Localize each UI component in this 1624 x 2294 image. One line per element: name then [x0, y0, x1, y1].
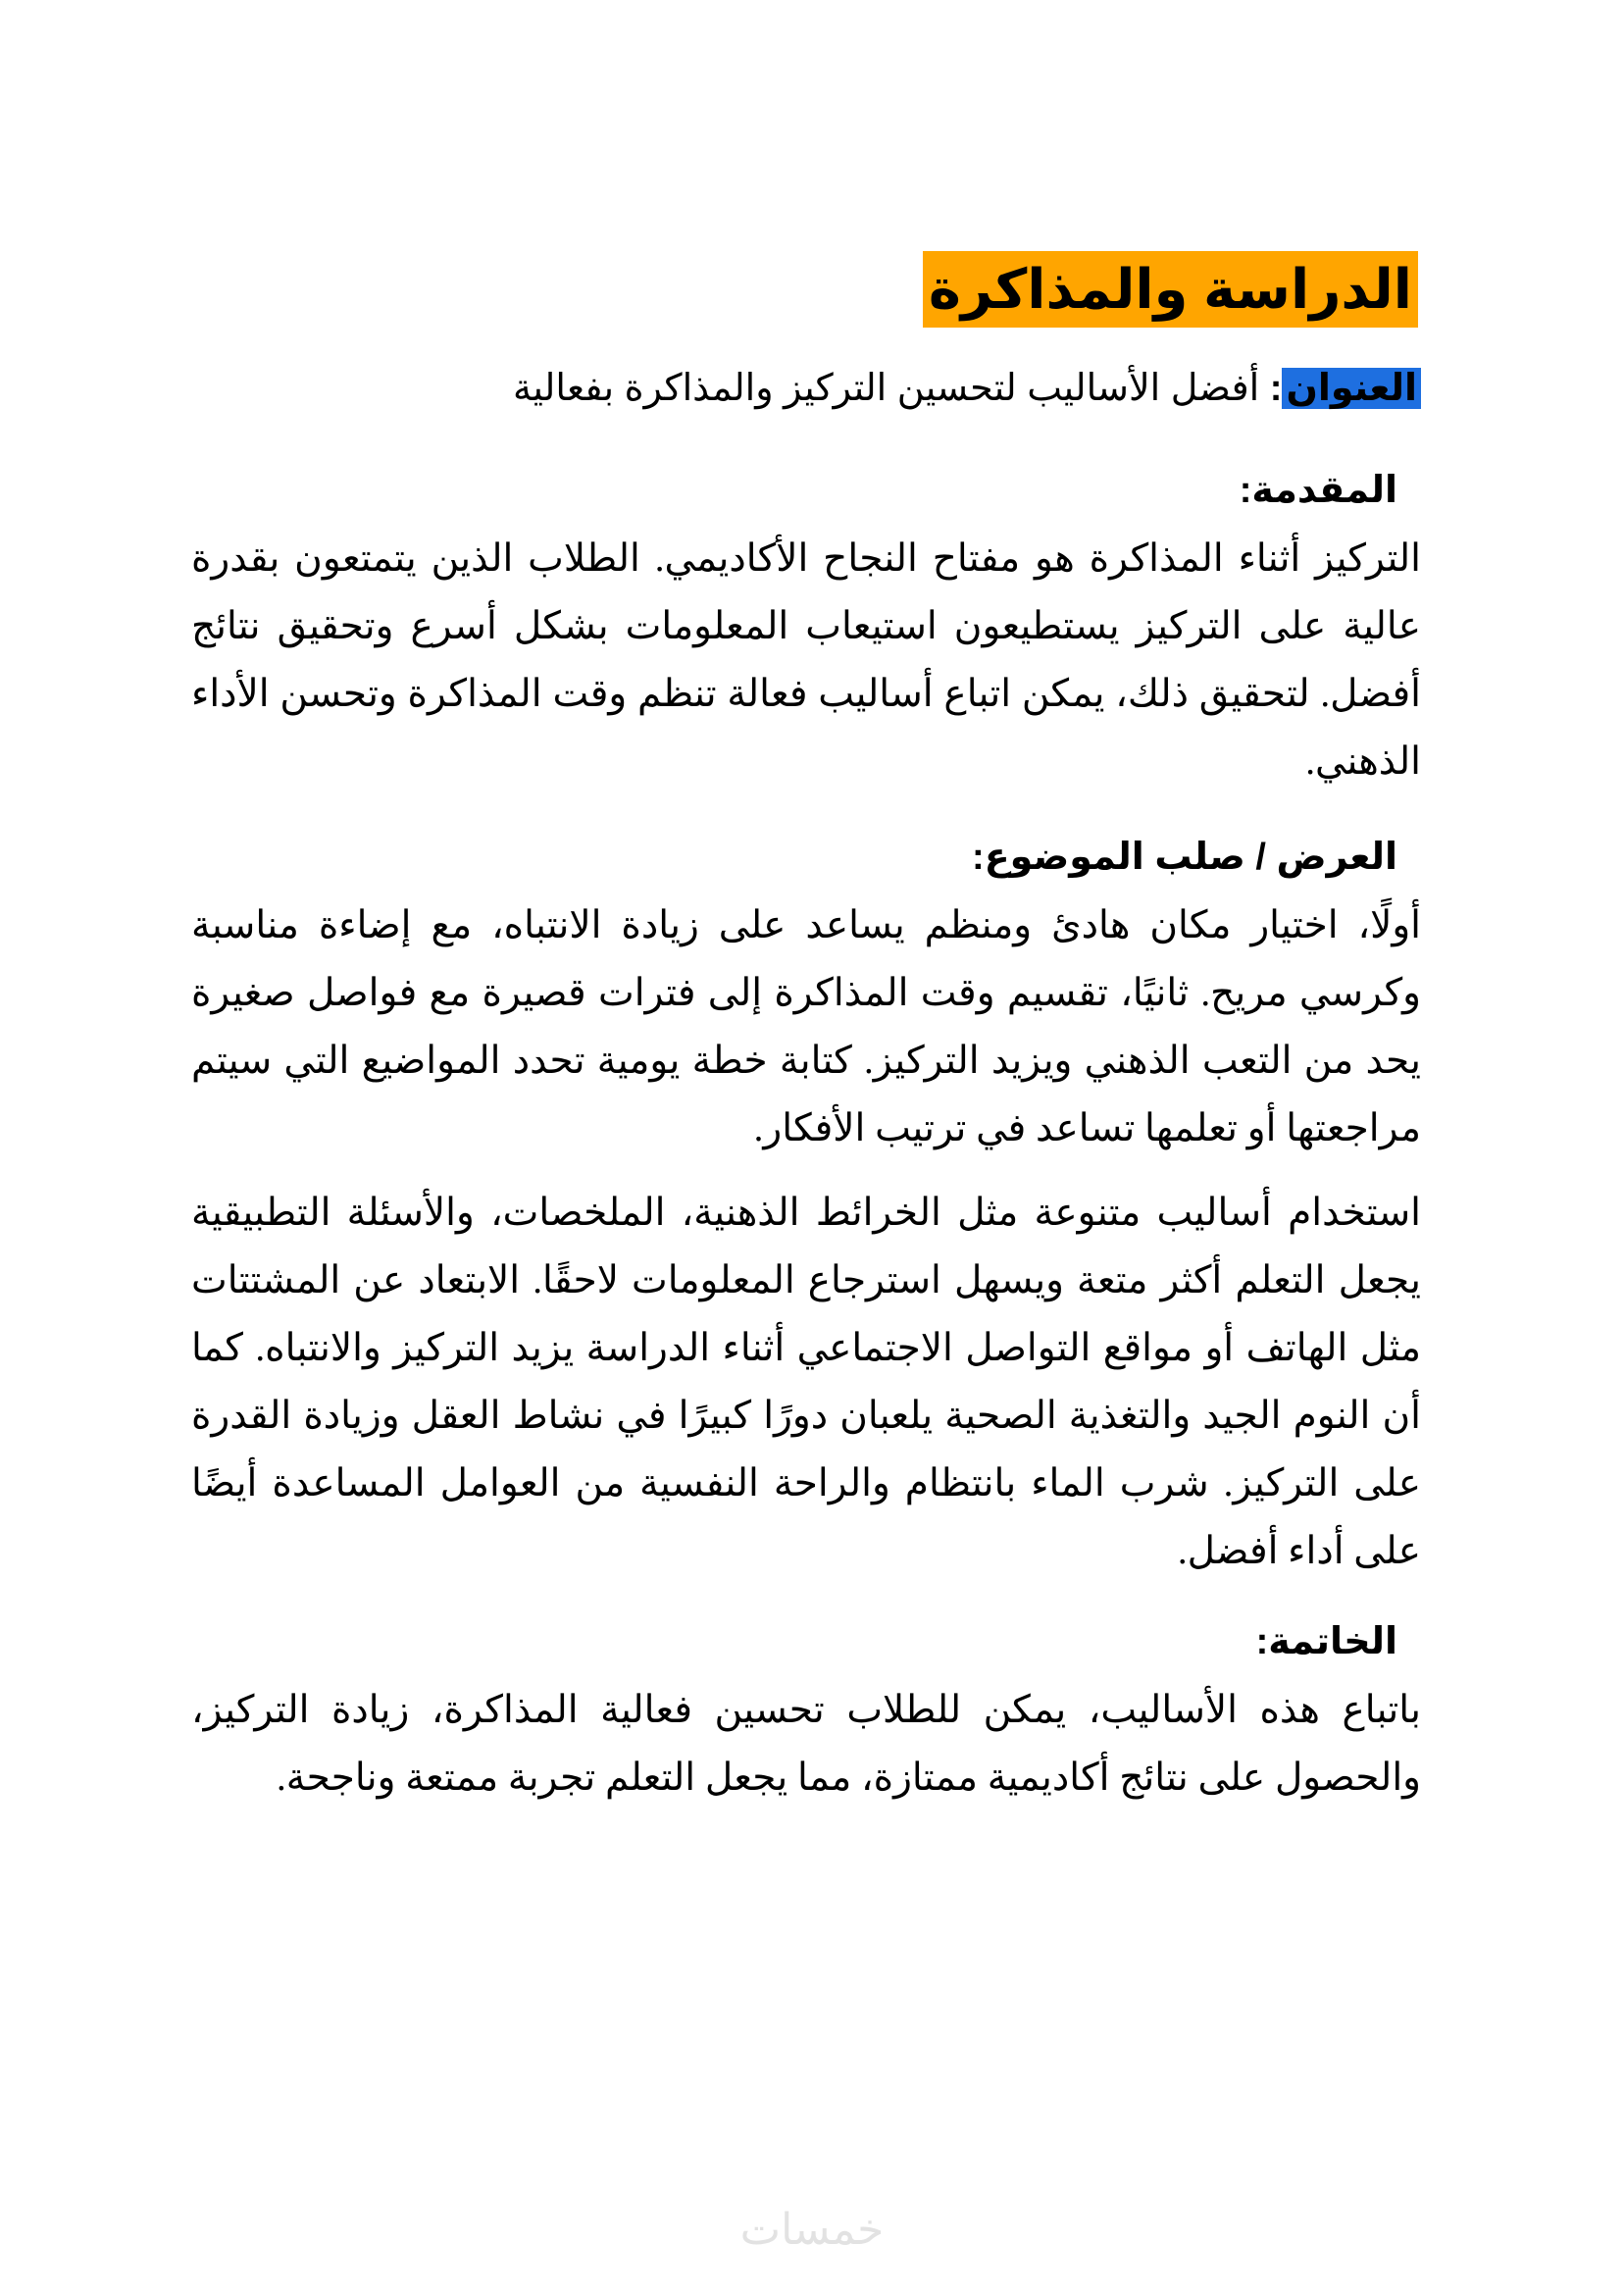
- watermark-logo: خمسات: [739, 2205, 885, 2255]
- body-paragraph-2: استخدام أساليب متنوعة مثل الخرائط الذهنية، الملخصات، والأسئلة التطبيقية يجعل التعلم أكثر متعة ويسهل استرجاع المعلومات لاحقًا. الابتعاد عن المشتتات مثل الهاتف أو مواقع التواصل الاجتماعي أثناء الدراسة يزيد التركيز والانتباه. كما أن النوم الجيد والتغذية الصحية يلعبان دورًا كبيرًا في نشاط العقل وزيادة القدرة على التركيز. شرب الماء بانتظام والراحة النفسية من العوامل المساعدة أيضًا على أداء أفضل.: [191, 1192, 1421, 1572]
- subject-colon: :: [1269, 368, 1283, 409]
- body-paragraph-1: أولًا، اختيار مكان هادئ ومنظم يساعد على زيادة الانتباه، مع إضاءة مناسبة وكرسي مريح. ثانيًا، تقسيم وقت المذاكرة إلى فترات قصيرة مع فواصل صغيرة يحد من التعب الذهني ويزيد التركيز. كتابة خطة يومية تحدد المواضيع التي سيتم مراجعتها أو تعلمها تساعد في ترتيب الأفكار.: [191, 904, 1421, 1149]
- intro-paragraph: التركيز أثناء المذاكرة هو مفتاح النجاح الأكاديمي. الطلاب الذين يتمتعون بقدرة عالية على التركيز يستطيعون استيعاب المعلومات بشكل أسرع وتحقيق نتائج أفضل. لتحقيق ذلك، يمكن اتباع أساليب فعالة تنظم وقت المذاكرة وتحسن الأداء الذهني.: [191, 537, 1421, 783]
- body-heading: العرض / صلب الموضوع:: [972, 837, 1397, 878]
- subject-text: أفضل الأساليب لتحسين التركيز والمذاكرة بفعالية: [512, 368, 1270, 409]
- intro-heading: المقدمة:: [1239, 470, 1397, 511]
- conclusion-heading: الخاتمة:: [1255, 1621, 1397, 1662]
- subject-label: العنوان: [1282, 368, 1421, 409]
- subject-line: [191, 361, 1427, 416]
- document-title: الدراسة والمذاكرة: [923, 251, 1418, 328]
- conclusion-paragraph: باتباع هذه الأساليب، يمكن للطلاب تحسين فعالية المذاكرة، زيادة التركيز، والحصول على نتائج أكاديمية ممتازة، مما يجعل التعلم تجربة ممتعة وناجحة.: [191, 1689, 1421, 1799]
